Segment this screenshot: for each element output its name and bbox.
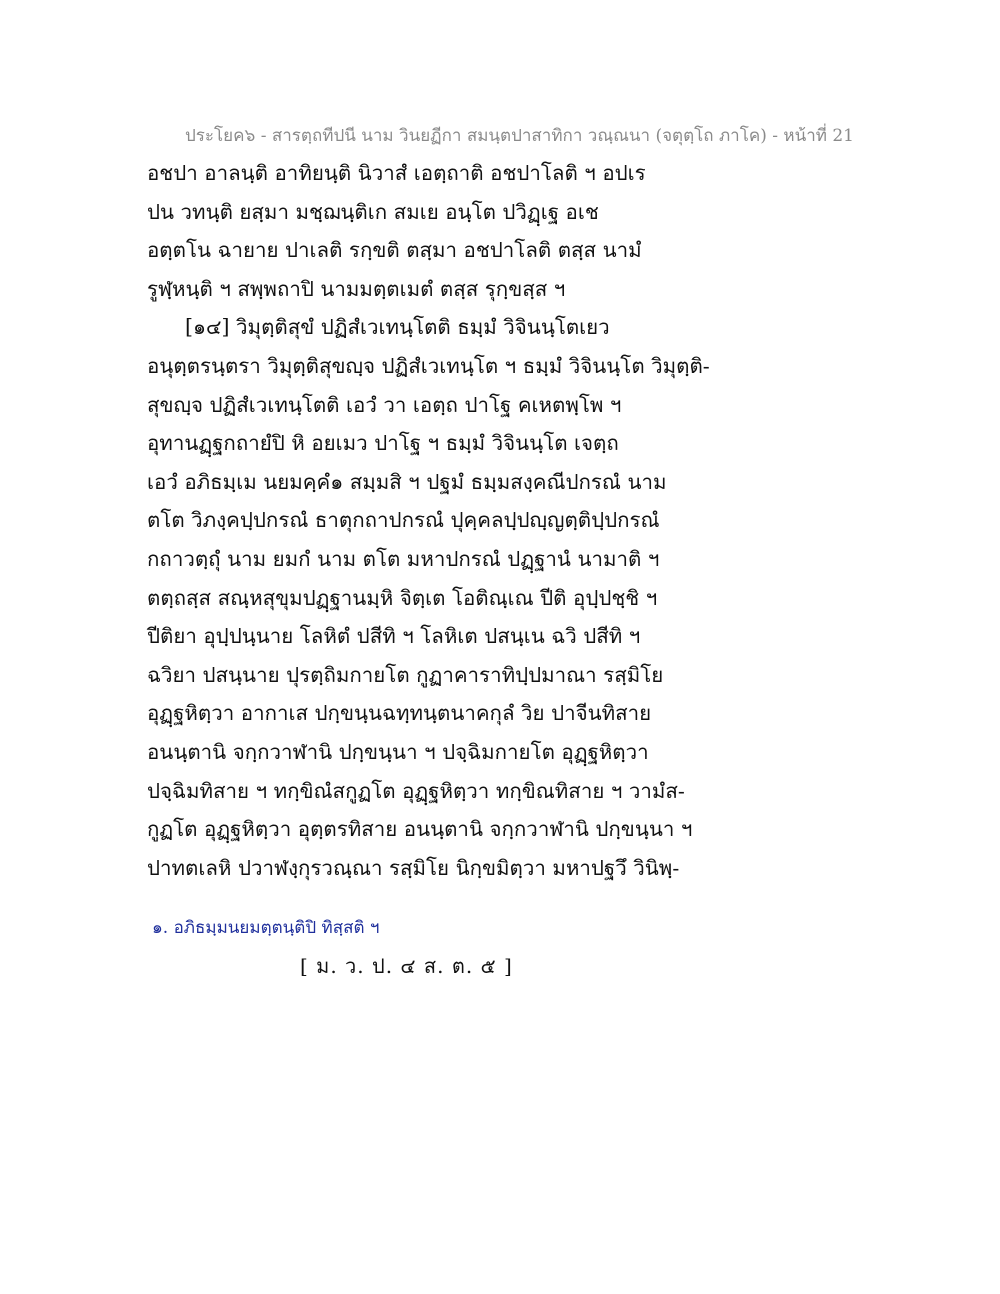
running-header: ประโยค๖ - สารตฺถทีปนี นาม วินยฏีกา สมนฺตปาสาทิกา วณฺณนา (จตุตฺโถ ภาโค) - หน้าที่ 21 bbox=[185, 126, 854, 146]
text-line: กถาวตฺถุํ นาม ยมกํ นาม ตโต มหาปกรณํ ปฏฺฐานํ นามาติ ฯ bbox=[147, 546, 660, 571]
paragraph-start-line: [๑๔] วิมุตฺติสุขํ ปฏิสํเวเทนฺโตติ ธมฺมํ วิจินนฺโตเยว bbox=[185, 315, 610, 340]
footnote: ๑. อภิธมฺมนยมตฺตนฺติปิ ทิสฺสติ ฯ bbox=[152, 918, 380, 938]
text-line: อนุตฺตรนฺตรา วิมุตฺติสุขญฺจ ปฏิสํเวเทนฺโต ฯ ธมฺมํ วิจินนฺโต วิมุตฺติ- bbox=[147, 353, 710, 378]
text-line: ปจฺฉิมทิสาย ฯ ทกฺขิณํสกูฏโต อุฏฺฐหิตฺวา ทกฺขิณทิสาย ฯ วามํส- bbox=[147, 778, 685, 803]
text-line: รูฬฺหนฺติ ฯ สพฺพถาปิ นามมตฺตเมตํ ตสฺส รุกฺขสฺส ฯ bbox=[147, 276, 566, 301]
text-line: อุฏฺฐหิตฺวา อากาเส ปกฺขนฺนฉทฺทนฺตนาคกุลํ วิย ปาจีนทิสาย bbox=[147, 701, 652, 726]
text-line: อุทานฏฺฐกถายํปิ หิ อยเมว ปาโฐ ฯ ธมฺมํ วิจินนฺโต เจตฺถ bbox=[147, 431, 619, 456]
text-line: ปาทตเลหิ ปวาฬงฺกุรวณฺณา รสฺมิโย นิกฺขมิตฺวา มหาปฐวึ วินิพฺ- bbox=[147, 855, 680, 880]
text-line: ฉวิยา ปสนฺนาย ปุรตฺถิมกายโต กูฏาคาราทิปฺปมาณา รสฺมิโย bbox=[147, 662, 664, 687]
text-line: อนนฺตานิ จกฺกวาฬานิ ปกฺขนฺนา ฯ ปจฺฉิมกายโต อุฏฺฐหิตฺวา bbox=[147, 739, 649, 764]
page-reference: [ ม. ว. ป. ๔ ส. ต. ๕ ] bbox=[300, 954, 513, 978]
text-line: ปีติยา อุปฺปนฺนาย โลหิตํ ปสีทิ ฯ โลหิเต ปสนฺเน ฉวิ ปสีทิ ฯ bbox=[147, 624, 641, 649]
text-line: ปน วทนฺติ ยสฺมา มชฺฌนฺติเก สมเย อนฺโต ปวิฏฺเฐ อเช bbox=[147, 199, 599, 224]
text-line: ตตฺถสฺส สณฺหสุขุมปฏฺฐานมฺหิ จิตฺเต โอติณฺเณ ปีติ อุปฺปชฺชิ ฯ bbox=[147, 585, 658, 610]
text-line: สุขญฺจ ปฏิสํเวเทนฺโตติ เอวํ วา เอตฺถ ปาโฐ คเหตพฺโพ ฯ bbox=[147, 392, 622, 417]
text-line: เอวํ อภิธมฺเม นยมคฺคํ๑ สมฺมสิ ฯ ปฐมํ ธมฺมสงฺคณีปกรณํ นาม bbox=[147, 469, 667, 494]
text-line: อตฺตโน ฉายาย ปาเลติ รกฺขติ ตสฺมา อชปาโลติ ตสฺส นามํ bbox=[147, 238, 642, 263]
text-line: ตโต วิภงฺคปฺปกรณํ ธาตุกถาปกรณํ ปุคฺคลปฺปญฺญตฺติปฺปกรณํ bbox=[147, 508, 660, 533]
text-line: กูฏโต อุฏฺฐหิตฺวา อุตฺตรทิสาย อนนฺตานิ จกฺกวาฬานิ ปกฺขนฺนา ฯ bbox=[147, 817, 693, 842]
text-line: อชปา อาลนฺติ อาทิยนฺติ นิวาสํ เอตฺถาติ อชปาโลติ ฯ อปเร bbox=[147, 161, 646, 185]
body-text bbox=[147, 154, 747, 887]
